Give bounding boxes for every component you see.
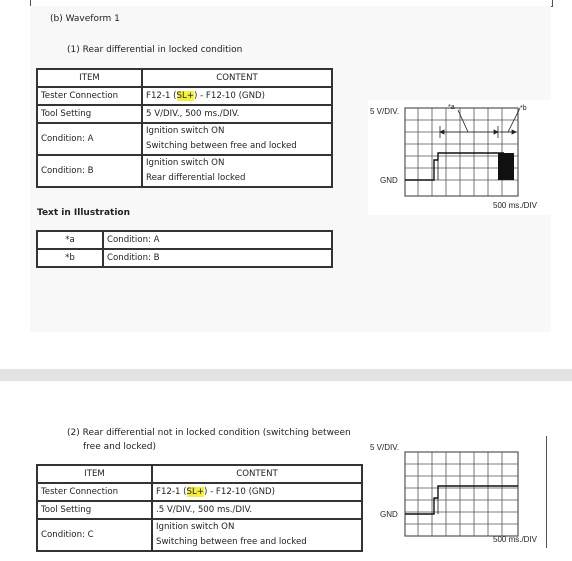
table-row [37,123,332,155]
table-row [37,105,332,123]
waveform-1-burst-block [498,153,514,180]
content-cell: 5 V/DIV., 500 ms./DIV. [142,105,332,123]
content-cell: F12-1 (SL+) - F12-10 (GND) [142,87,332,105]
table-header-content: CONTENT [152,465,362,483]
legend-value: Condition: B [103,249,332,267]
callout-b-label: *b [520,105,527,112]
waveform-2-volt-label: 5 V/DIV. [370,443,400,452]
table-row [37,501,362,519]
item-cell: Tester Connection [37,87,142,105]
table-header-content: CONTENT [142,69,332,87]
item-cell: Condition: C [37,519,152,551]
waveform-2-time-label: 500 ms./DIV [493,535,538,544]
content-cell: Ignition switch ON Switching between free and locked [142,123,332,155]
section-title: (b) Waveform 1 [50,14,120,24]
waveform-2-frame-rule [546,436,547,548]
part2-heading-line2: free and locked) [83,442,157,452]
table-row [37,155,332,187]
waveform-1-volt-label: 5 V/DIV. [370,107,400,116]
highlighted-term: SL+ [176,91,194,101]
item-cell: Tester Connection [37,483,152,501]
table-row [37,483,362,501]
highlighted-term: SL+ [186,487,204,497]
waveform-1-diagram [368,100,552,215]
section-separator [0,369,572,381]
content-cell: Ignition switch ON Switching between free and locked [152,519,362,551]
part1-heading: (1) Rear differential in locked condition [67,45,243,55]
legend-key: *a [37,231,103,249]
table-row [37,87,332,105]
waveform-2-background [368,438,546,548]
illustration-legend-table [36,230,333,268]
waveform-1-time-label: 500 ms./DIV [493,201,538,210]
content-cell: .5 V/DIV., 500 ms./DIV. [152,501,362,519]
item-cell: Tool Setting [37,501,152,519]
waveform-2-diagram [368,438,546,548]
waveform-2-gnd-label: GND [380,510,398,519]
item-cell: Tool Setting [37,105,142,123]
table-header-item: ITEM [37,465,152,483]
callout-a-label: *a [448,104,455,111]
legend-key: *b [37,249,103,267]
table-row [37,249,332,267]
content-cell: F12-1 (SL+) - F12-10 (GND) [152,483,362,501]
text-in-illustration-heading: Text in Illustration [37,208,130,218]
table-row [37,519,362,551]
part1-spec-table [36,68,333,188]
part2-spec-table [36,464,363,552]
item-cell: Condition: B [37,155,142,187]
part2-heading-line1: (2) Rear differential not in locked condition (switching between [67,428,351,438]
content-cell: Ignition switch ON Rear differential locked [142,155,332,187]
table-row [37,231,332,249]
table-header-item: ITEM [37,69,142,87]
item-cell: Condition: A [37,123,142,155]
legend-value: Condition: A [103,231,332,249]
waveform-1-gnd-label: GND [380,176,398,185]
